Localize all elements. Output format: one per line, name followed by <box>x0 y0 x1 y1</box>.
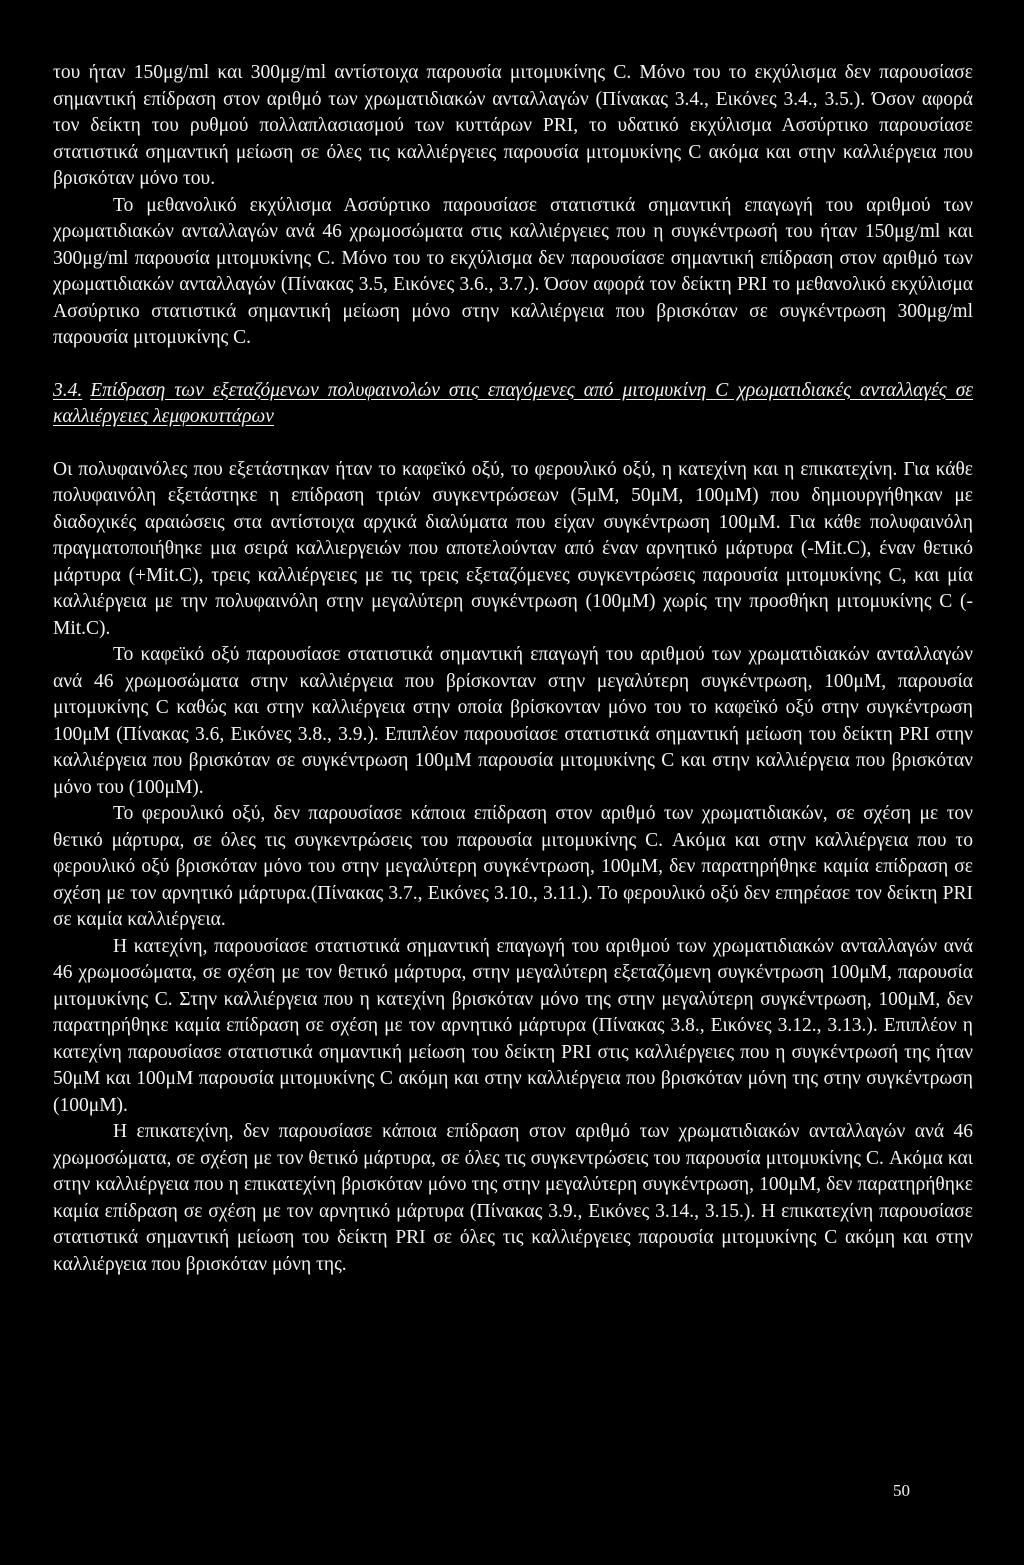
paragraph-methanolic-extract: Το μεθανολικό εκχύλισμα Ασσύρτικο παρουσίασε στατιστικά σημαντική επαγωγή του αριθμού των χρωματιδιακών ανταλλαγών ανά 46 χρωμοσώματα στις καλλιέργειες που η συγκέντρωσή του ήταν 150μg/ml και 300μg/ml παρουσία μιτομυκίνης C. Μόνο του το εκχύλισμα δεν παρουσίασε σημαντική επίδραση στον αριθμό των χρωματιδιακών ανταλλαγών (Πίνακας 3.5, Εικόνες 3.6., 3.7.). Όσον αφορά τον δείκτη PRI το μεθανολικό εκχύλισμα Ασσύρτικο στατιστικά σημαντική μείωση μόνο στην καλλιέργεια που βρισκόταν σε συγκέντρωση 300μg/ml παρουσία μιτομυκίνης C. <box>53 194 973 348</box>
paragraph-catechin: Η κατεχίνη, παρουσίασε στατιστικά σημαντική επαγωγή του αριθμού των χρωματιδιακών ανταλλαγών ανά 46 χρωμοσώματα, σε σχέση με τον θετικό μάρτυρα, στην μεγαλύτερη εξεταζόμενη συγκέντρωση 100μΜ, παρουσία μιτομυκίνης C. Στην καλλιέργεια που η κατεχίνη βρισκόταν μόνο της στην μεγαλύτερη συγκέντρωση, 100μΜ, δεν παρατηρήθηκε καμία επίδραση σε σχέση με τον αρνητικό μάρτυρα (Πίνακας 3.8., Εικόνες 3.12., 3.13.). Επιπλέον η κατεχίνη παρουσίασε στατιστικά σημαντική μείωση του δείκτη PRI στις καλλιέργειες που η συγκέντρωσή της ήταν 50μΜ και 100μΜ παρουσία μιτομυκίνης C ακόμη και στην καλλιέργεια που βρισκόταν μόνη της στην συγκέντρωση (100μΜ). <box>53 935 973 1116</box>
paragraph-epicatechin: Η επικατεχίνη, δεν παρουσίασε κάποια επίδραση στον αριθμό των χρωματιδιακών ανταλλαγών ανά 46 χρωμοσώματα, σε σχέση με τον θετικό μάρτυρα, σε όλες τις συγκεντρώσεις του παρουσία μιτομυκίνης C. Ακόμα και στην καλλιέργεια που η επικατεχίνη βρισκόταν μόνο της στην μεγαλύτερη συγκέντρωση, 100μΜ, δεν παρατηρήθηκε καμία επίδραση σε σχέση με τον αρνητικό μάρτυρα (Πίνακας 3.9., Εικόνες 3.14., 3.15.). Η επικατεχίνη παρουσίασε στατιστικά σημαντική μείωση του δείκτη PRI σε όλες τις καλλιέργειες παρουσία μιτομυκίνης C ακόμη και στην καλλιέργεια που βρισκόταν μόνη της. <box>53 1121 973 1275</box>
document-page <box>53 60 973 1278</box>
paragraph-aqueous-extract-continued: του ήταν 150μg/ml και 300μg/ml αντίστοιχα παρουσία μιτομυκίνης C. Μόνο του το εκχύλισμα δεν παρουσίασε σημαντική επίδραση στον αριθμό των χρωματιδιακών ανταλλαγών (Πίνακας 3.4., Εικόνες 3.4., 3.5.). Όσον αφορά τον δείκτη του ρυθμού πολλαπλασιασμού των κυττάρων PRI, το υδατικό εκχύλισμα Ασσύρτικο παρουσίασε στατιστικά σημαντική μείωση σε όλες τις καλλιέργειες παρουσία μιτομυκίνης C ακόμα και στην καλλιέργεια που βρισκόταν μόνο του. <box>53 62 973 189</box>
paragraph-ferulic-acid: Το φερουλικό οξύ, δεν παρουσίασε κάποια επίδραση στον αριθμό των χρωματιδιακών, σε σχέση με τον θετικό μάρτυρα, σε όλες τις συγκεντρώσεις του παρουσία μιτομυκίνης C. Ακόμα και στην καλλιέργεια που το φερουλικό οξύ βρισκόταν μόνο του στην μεγαλύτερη συγκέντρωση, 100μΜ, δεν παρατηρήθηκε καμία επίδραση σε σχέση με τον αρνητικό μάρτυρα.(Πίνακας 3.7., Εικόνες 3.10., 3.11.). Το φερουλικό οξύ δεν επηρέασε τον δείκτη PRI σε καμία καλλιέργεια. <box>53 803 973 930</box>
paragraph-caffeic-acid: Το καφεϊκό οξύ παρουσίασε στατιστικά σημαντική επαγωγή του αριθμού των χρωματιδιακών ανταλλαγών ανά 46 χρωμοσώματα στην καλλιέργεια που βρίσκονταν στην μεγαλύτερη συγκέντρωση, 100μΜ, παρουσία μιτομυκίνης C καθώς και στην καλλιέργεια στην οποία βρίσκονταν μόνο του το καφεϊκό οξύ στην συγκέντρωση 100μΜ (Πίνακας 3.6, Εικόνες 3.8., 3.9.). Επιπλέον παρουσίασε στατιστικά σημαντική μείωση του δείκτη PRI στην καλλιέργεια που βρισκόταν σε συγκέντρωση 100μΜ παρουσία μιτομυκίνης C και στην καλλιέργεια που βρισκόταν μόνο του (100μΜ). <box>53 644 973 798</box>
section-title: Επίδραση των εξεταζόμενων πολυφαινολών στις επαγόμενες από μιτομυκίνη C χρωματιδιακές ανταλλαγές σε καλλιέργειες λεμφοκυττάρων <box>53 379 973 427</box>
section-heading <box>53 378 973 431</box>
paragraph-polyphenols-intro: Οι πολυφαινόλες που εξετάστηκαν ήταν το καφεϊκό οξύ, το φερουλικό οξύ, η κατεχίνη και η επικατεχίνη. Για κάθε πολυφαινόλη εξετάστηκε η επίδραση τριών συγκεντρώσεων (5μΜ, 50μΜ, 100μΜ) που δημιουργήθηκαν με διαδοχικές αραιώσεις στα αντίστοιχα αρχικά διαλύματα που είχαν συγκέντρωση 100μΜ. Για κάθε πολυφαινόλη πραγματοποιήθηκε μια σειρά καλλιεργειών που αποτελούνταν από έναν αρνητικό μάρτυρα (-Mit.C), έναν θετικό μάρτυρα (+Mit.C), τρεις καλλιέργειες με τις τρεις εξεταζόμενες συγκεντρώσεις παρουσία μιτομυκίνης C, και μία καλλιέργεια με την πολυφαινόλη στην μεγαλύτερη συγκέντρωση (100μΜ) χωρίς την προσθήκη μιτομυκίνης C (-Mit.C). <box>53 458 973 639</box>
page-number: 50 <box>893 1481 910 1500</box>
section-number: 3.4. <box>53 379 83 401</box>
